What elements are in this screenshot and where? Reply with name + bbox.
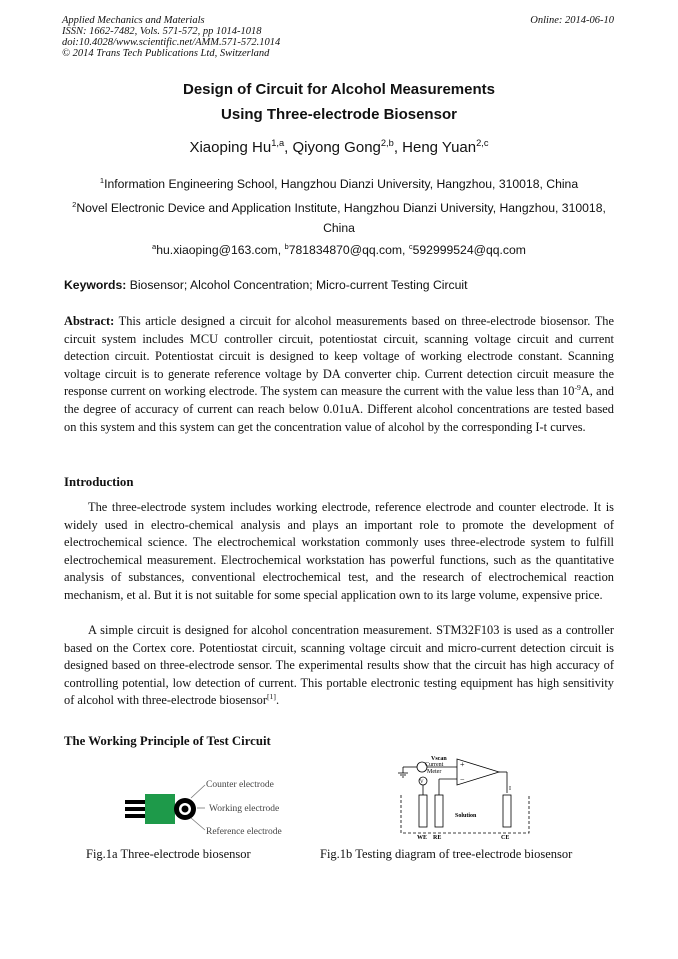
abstract-label: Abstract:	[64, 314, 115, 328]
email-a[interactable]: hu.xiaoping@163.com,	[156, 243, 282, 257]
abstract-exponent: -9	[574, 383, 581, 393]
email-sup: b	[284, 241, 289, 251]
paper-title-line2: Using Three-electrode Biosensor	[221, 106, 457, 123]
biosensor-green-pad	[145, 794, 175, 824]
abstract-text-1: This article designed a circuit for alcohol measurements based on three-electrode biosensor. The circuit system includes MCU controller circuit, potentiostat circuit, scanning voltage circuit and current detection circuit. Potentiostat circuit is designed to keep voltage of working electrode constant. Scanning voltage circuit is to generate reference voltage by DA converter chip. Current detection circuit measure the response current on working electrode. The system can measure the current with the value less than 10	[64, 314, 614, 399]
abstract-text-2: A, and the degree of accuracy of current can reach below 0.01uA. Different alcohol concentrations are tested based on this system and this system can get the concentration value of alcohol by the corresponding I-t curves.	[64, 384, 614, 434]
affiliation-text: Novel Electronic Device and Application Institute, Hangzhou Dianzi University, Hangzhou, 310018, China	[76, 201, 606, 235]
we-label: WE	[417, 835, 428, 841]
working-principle-heading: The Working Principle of Test Circuit	[64, 734, 271, 748]
journal-issn: ISSN: 1662-7482, Vols. 571-572, pp 1014-1018	[62, 26, 262, 37]
fig1b-caption: Fig.1b Testing diagram of tree-electrode biosensor	[320, 847, 573, 861]
keywords	[64, 278, 468, 292]
author-name: Qiyong Gong	[292, 139, 381, 156]
sentence-end: .	[275, 693, 280, 708]
affiliation-sup: 1	[99, 175, 105, 185]
author-name: Xiaoping Hu	[189, 139, 272, 156]
opamp-plus: +	[460, 760, 465, 769]
reference-electrode-label: Reference electrode	[206, 827, 282, 837]
affiliation-1	[64, 175, 614, 194]
author-sup: 1,a	[271, 138, 285, 148]
journal-name: Applied Mechanics and Materials	[62, 15, 205, 26]
journal-doi: doi:10.4028/www.scientific.net/AMM.571-572.1014	[62, 37, 281, 48]
keywords-text: Biosensor; Alcohol Concentration; Micro-current Testing Circuit	[129, 278, 468, 292]
re-label: RE	[433, 835, 442, 841]
we-electrode	[419, 795, 427, 827]
re-electrode	[435, 795, 443, 827]
working-electrode-label: Working electrode	[209, 804, 280, 814]
ce-electrode	[503, 795, 511, 827]
email-c[interactable]: 592999524@qq.com	[412, 243, 526, 257]
meter-v-label: V	[420, 780, 424, 785]
intro-paragraph-2	[64, 622, 614, 710]
solution-label: Solution	[455, 813, 477, 819]
intro-paragraph-2-text: A simple circuit is designed for alcohol concentration measurement. STM32F103 is used as a controller based on the Cortex core. Potentiostat circuit, scanning voltage circuit and micro-current detection circuit is designed based on three-electrode sensor. The experimental results show that the circuit has high accuracy of controlling potential, low detection of current. This portable electronic testing equipment has high sensitivity of alcohol with three-electrode biosensor	[64, 623, 614, 708]
affiliation-2	[64, 198, 614, 238]
introduction-heading: Introduction	[64, 475, 134, 489]
email-b[interactable]: 781834870@qq.com,	[288, 243, 406, 257]
online-date: Online: 2014-06-10	[530, 15, 614, 26]
counter-electrode-label: Counter electrode	[206, 780, 274, 790]
intro-paragraph-1: The three-electrode system includes working electrode, reference electrode and counter electrode. It is widely used in electro-chemical analysis and plays an important role to promote the development of electrochemical science. The electrochemical workstation commonly uses three-electrode system to fulfill electrochemical measurement. Electrochemical workstation has powerful functions, such as the quantitative analysis of substances, conventional electrochemical test, and the research of electrochemical reaction mechanism, et al. But it is not suitable for some special application own to its large volume, expensive price.	[64, 500, 614, 602]
biosensor-body	[125, 794, 196, 824]
opamp-minus: −	[460, 775, 465, 784]
email-line	[64, 241, 614, 260]
email-sup: a	[152, 241, 157, 251]
author-sup: 2,b	[380, 138, 394, 148]
meter-label-line2: Meter	[427, 769, 442, 775]
author-sup: 2,c	[476, 138, 489, 148]
keywords-label: Keywords:	[64, 278, 127, 292]
current-i-label: I	[509, 786, 511, 792]
three-electrode-biosensor-figure	[125, 772, 300, 842]
affiliation-sup: 2	[72, 199, 77, 209]
affiliation-text: Information Engineering School, Hangzhou Dianzi University, Hangzhou, 310018, China	[104, 177, 579, 191]
journal-header	[62, 15, 280, 59]
vscan-label: Vscan	[431, 756, 447, 762]
fig1a-caption: Fig.1a Three-electrode biosensor	[86, 847, 251, 861]
paper-title-line1: Design of Circuit for Alcohol Measurements	[183, 81, 495, 98]
journal-copyright: © 2014 Trans Tech Publications Ltd, Switzerland	[62, 48, 270, 59]
author-name: Heng Yuan	[402, 139, 477, 156]
meter-label-line1: Current	[425, 762, 444, 768]
abstract	[64, 313, 614, 436]
author-list: Xiaoping Hu$^{1,a}$, Qiyong Gong$^{2,b}$, Heng Yuan$^{2,c}$	[189, 138, 489, 156]
ce-label: CE	[501, 835, 510, 841]
citation-ref[interactable]: [1]	[267, 692, 276, 702]
testing-circuit-diagram	[395, 755, 535, 843]
email-sup: c	[408, 241, 413, 251]
